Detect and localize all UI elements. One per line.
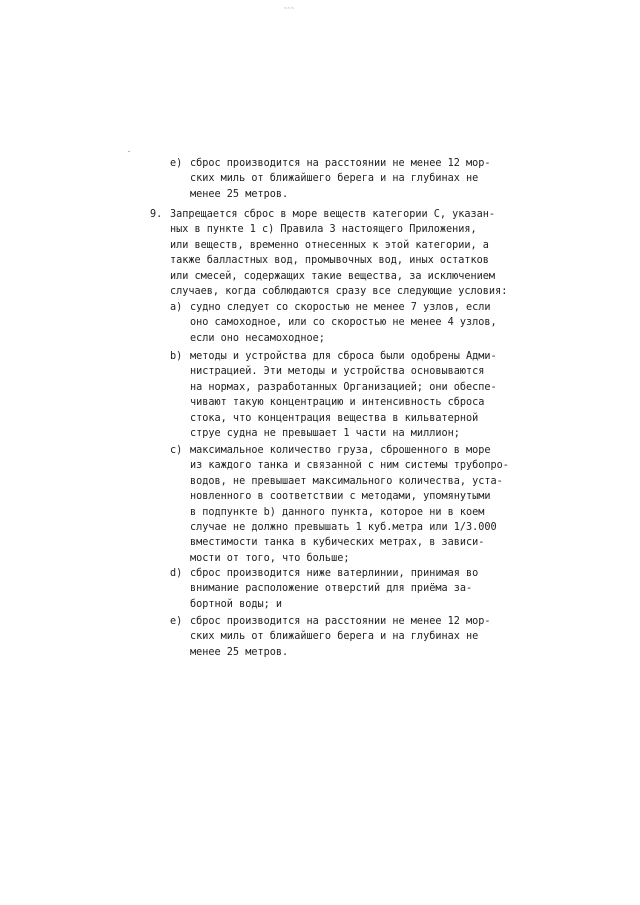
item-label: d) <box>170 568 183 579</box>
item-line: менее 25 метров. <box>190 646 289 658</box>
list-item-d <box>170 566 478 612</box>
paragraph-line: случаев, когда соблюдаются сразу все следующие условия: <box>170 286 508 298</box>
margin-mark <box>128 151 130 152</box>
item-line: ских миль от ближайшего берега и на глубинах не <box>190 631 479 643</box>
paragraph-number: 9. <box>150 209 163 220</box>
list-item-e <box>170 614 491 660</box>
item-line: случае не должно превышать 1 куб.метра или 1/3.000 <box>190 522 497 534</box>
item-line: из каждого танка и связанной с ним системы трубопро- <box>190 460 509 472</box>
item-label: e) <box>170 616 183 627</box>
item-line: новленного в соответствии с методами, упомянутыми <box>190 491 491 503</box>
item-line: бортной воды; и <box>190 598 283 610</box>
list-item-a <box>170 300 497 346</box>
item-label: a) <box>170 302 183 313</box>
paragraph-line: или веществ, временно отнесенных к этой категории, а <box>170 239 489 251</box>
item-line: стока, что концентрация вещества в кильватерной <box>190 412 479 424</box>
paragraph-line: или смесей, содержащих такие вещества, за исключением <box>170 270 496 282</box>
item-line: струе судна не превышает 1 части на миллион; <box>190 428 460 440</box>
item-line: вместимости танка в кубических метрах, в зависи- <box>190 537 485 549</box>
item-line: внимание расположение отверстий для приёма за- <box>190 583 473 595</box>
item-line: водов, не превышает максимального количества, уста- <box>190 475 503 487</box>
item-label: e) <box>170 158 183 169</box>
item-line: сброс производится ниже ватерлинии, принимая во <box>190 568 479 579</box>
item-line: сброс производится на расстоянии не менее 12 мор- <box>190 158 491 169</box>
paragraph-line: ных в пункте 1 с) Правила 3 настоящего Приложения, <box>170 224 477 236</box>
item-line: нистрацией. Эти методы и устройства основываются <box>190 366 485 378</box>
item-line: менее 25 метров. <box>190 188 289 200</box>
item-label: b) <box>170 351 183 362</box>
paragraph-line: также балластных вод, промывочных вод, иных остатков <box>170 255 489 267</box>
item-line: в подпункте b) данного пункта, которое ни в коем <box>190 506 485 518</box>
item-line: ских миль от ближайшего берега и на глубинах не <box>190 173 479 185</box>
list-item-c <box>170 443 509 566</box>
item-line: на нормах, разработанных Организацией; они обеспе- <box>190 381 497 393</box>
item-line: если оно несамоходное; <box>190 332 325 344</box>
page-mark: ~~~ <box>284 6 295 12</box>
paragraph-line: Запрещается сброс в море веществ категории С, указан- <box>170 209 496 220</box>
item-label: c) <box>170 445 183 456</box>
list-item-b <box>170 349 497 441</box>
item-line: методы и устройства для сброса были одобрены Адми- <box>190 351 497 362</box>
list-item-top-e <box>170 156 491 202</box>
paragraph-9 <box>150 207 507 299</box>
item-line: чивают такую концентрацию и интенсивность сброса <box>190 397 485 409</box>
item-line: оно самоходное, или со скоростью не менее 4 узлов, <box>190 317 497 329</box>
item-line: максимальное количество груза, сброшенного в море <box>190 445 491 456</box>
item-line: мости от того, что больше; <box>190 552 350 564</box>
item-line: сброс производится на расстоянии не менее 12 мор- <box>190 616 491 627</box>
item-line: судно следует со скоростью не менее 7 узлов, если <box>190 302 491 313</box>
